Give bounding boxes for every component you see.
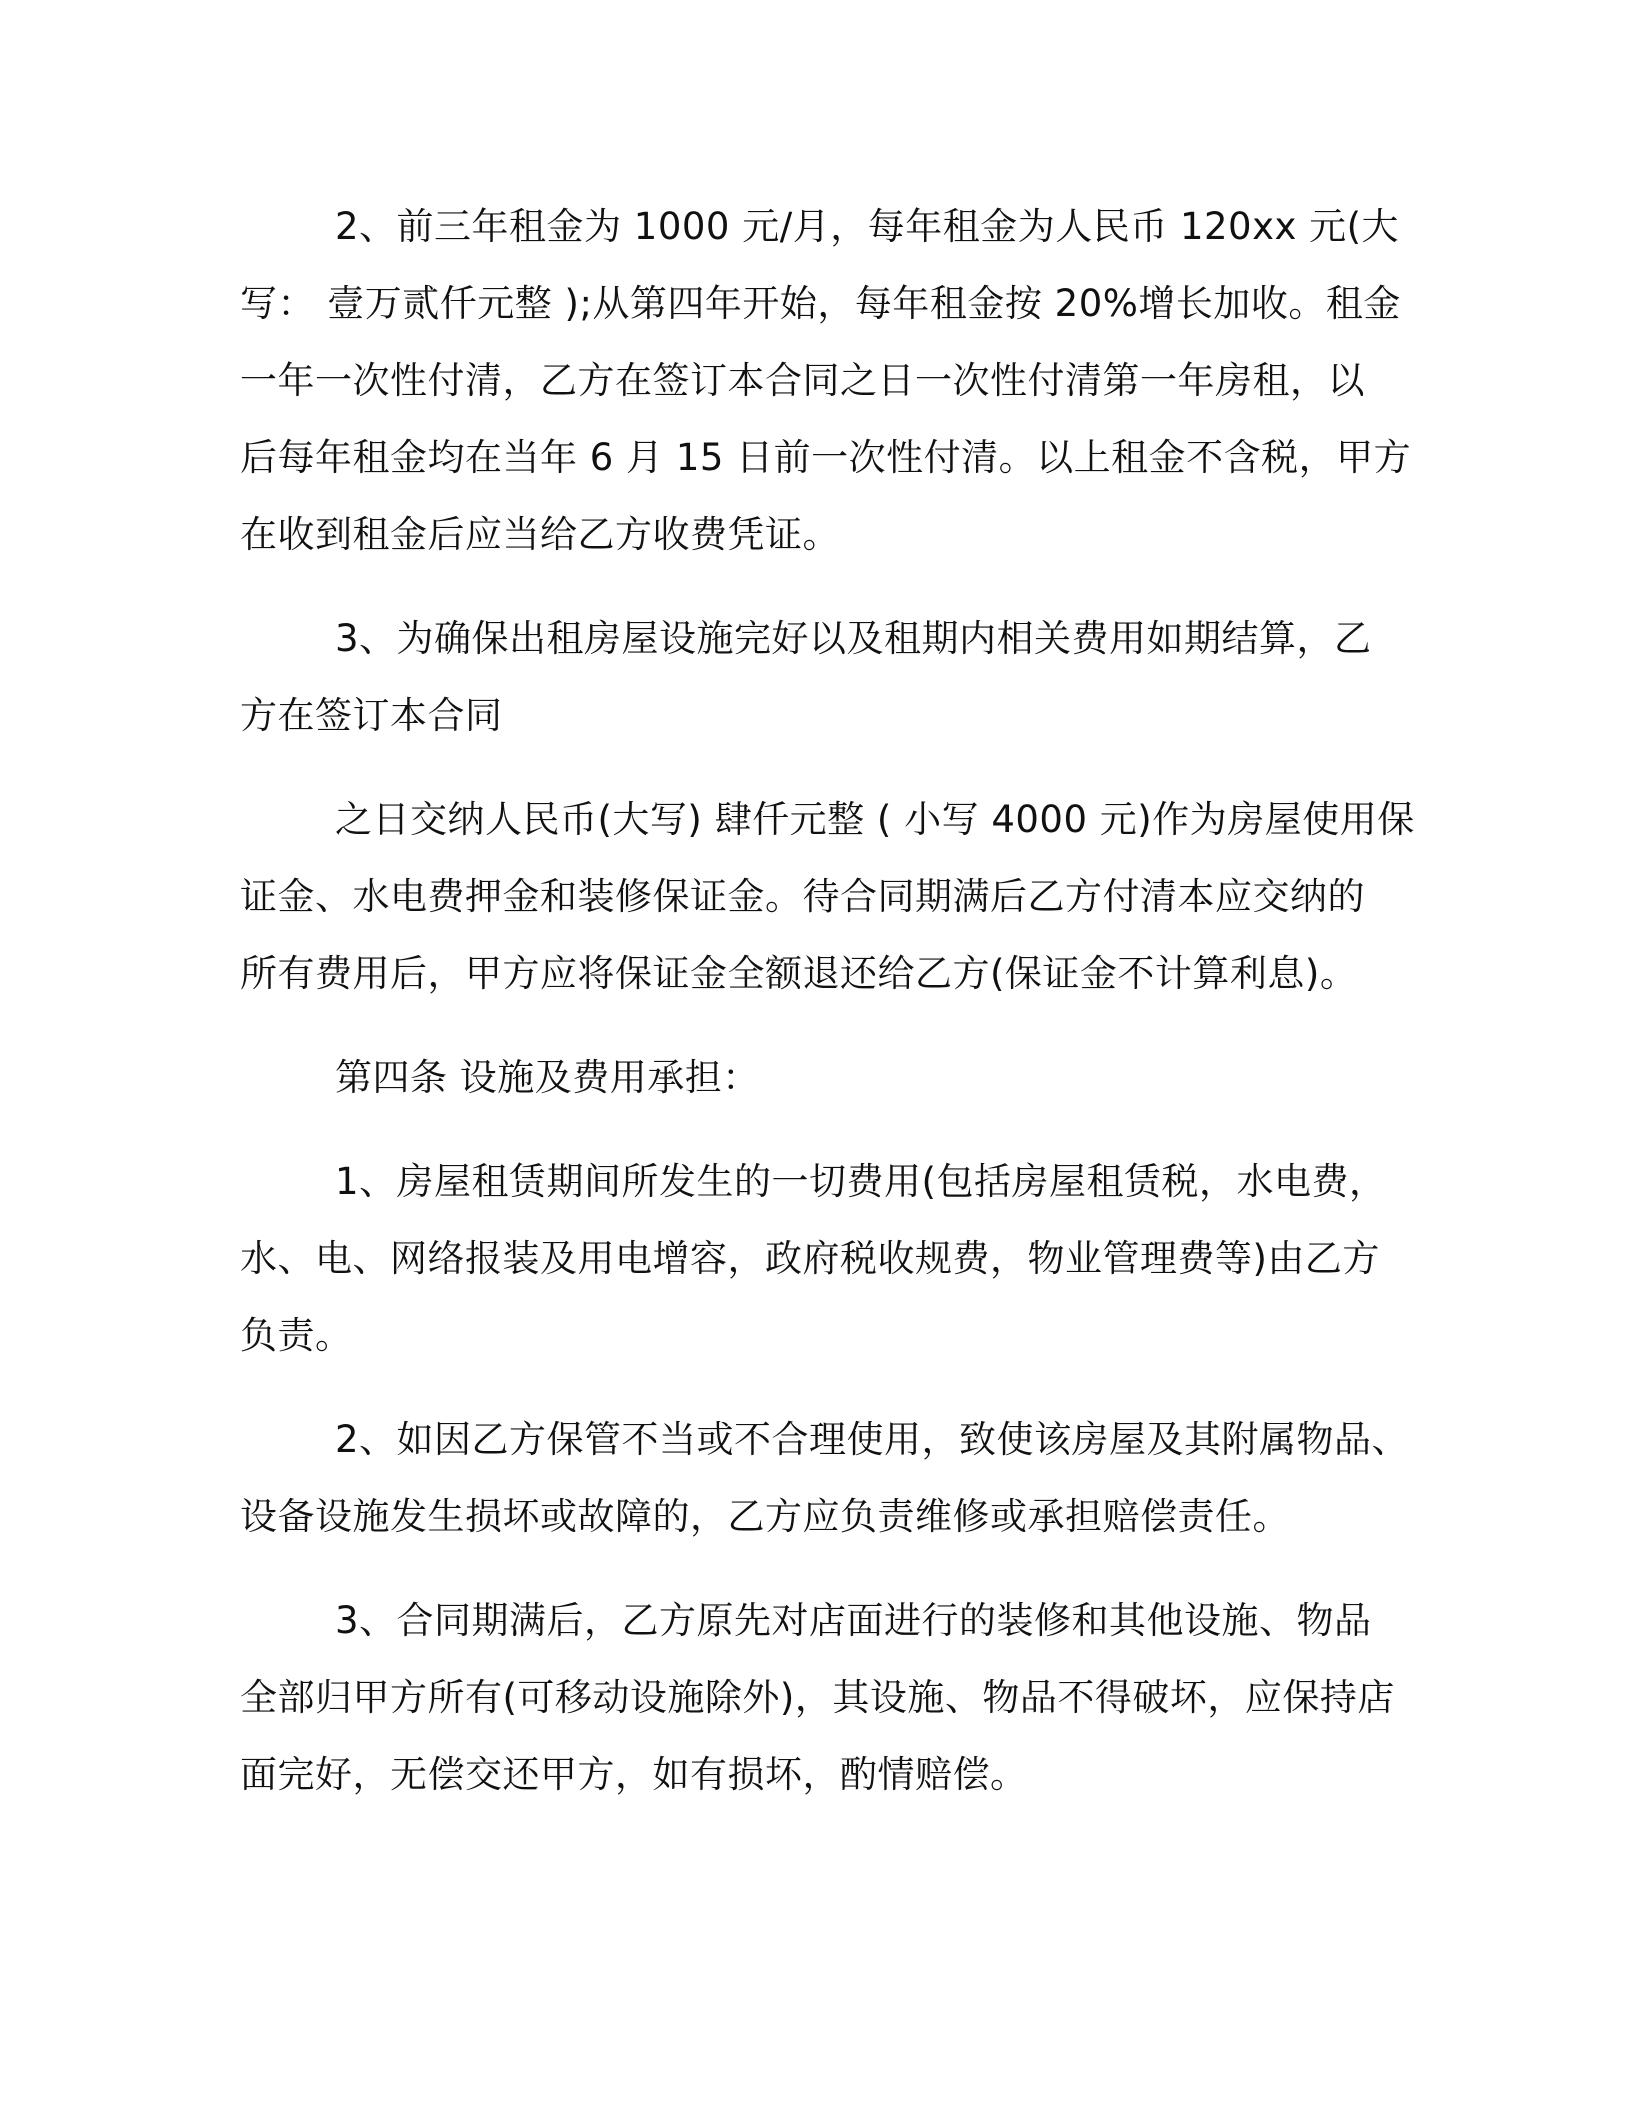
text-line: 1、房屋租赁期间所发生的一切费用(包括房屋租赁税，水电费， — [335, 1160, 1387, 1203]
text-line: 负责。 — [240, 1314, 353, 1357]
text-line: 2、如因乙方保管不当或不合理使用，致使该房屋及其附属物品、 — [335, 1418, 1410, 1461]
text-line: 所有费用后，甲方应将保证金全额退还给乙方(保证金不计算利息)。 — [240, 952, 1358, 995]
text-line: 水、电、网络报装及用电增容，政府税收规费，物业管理费等)由乙方 — [240, 1237, 1380, 1280]
text-line: 在收到租金后应当给乙方收费凭证。 — [240, 513, 840, 556]
text-line: 写： 壹万贰仟元整 );从第四年开始，每年租金按 20%增长加收。租金 — [240, 282, 1401, 325]
text-line: 设备设施发生损坏或故障的，乙方应负责维修或承担赔偿责任。 — [240, 1495, 1290, 1538]
text-line: 全部归甲方所有(可移动设施除外)，其设施、物品不得破坏，应保持店 — [240, 1676, 1395, 1719]
text-line: 方在签订本合同 — [240, 694, 503, 737]
article-heading — [240, 1039, 1392, 1116]
paragraph-renovation — [240, 1582, 1395, 1813]
text-line: 面完好，无偿交还甲方，如有损坏，酌情赔偿。 — [240, 1753, 1028, 1796]
paragraph-deposit-amount — [240, 781, 1415, 1012]
text-line: 3、合同期满后，乙方原先对店面进行的装修和其他设施、物品 — [335, 1599, 1372, 1642]
article-title: 第四条 设施及费用承担： — [335, 1056, 760, 1099]
paragraph-rent-terms — [240, 188, 1412, 573]
paragraph-damage — [240, 1401, 1410, 1555]
text-line: 3、为确保出租房屋设施完好以及租期内相关费用如期结算，乙 — [335, 617, 1372, 660]
text-line: 证金、水电费押金和装修保证金。待合同期满后乙方付清本应交纳的 — [240, 875, 1365, 918]
paragraph-costs — [240, 1143, 1392, 1374]
text-line: 2、前三年租金为 1000 元/月，每年租金为人民币 120xx 元(大 — [335, 205, 1400, 248]
text-line: 之日交纳人民币(大写) 肆仟元整 ( 小写 4000 元)作为房屋使用保 — [335, 798, 1415, 841]
text-line: 后每年租金均在当年 6 月 15 日前一次性付清。以上租金不含税，甲方 — [240, 436, 1412, 479]
document-body — [240, 188, 1415, 1813]
text-line: 一年一次性付清，乙方在签订本合同之日一次性付清第一年房租，以 — [240, 359, 1365, 402]
paragraph-deposit-intro — [240, 600, 1392, 754]
